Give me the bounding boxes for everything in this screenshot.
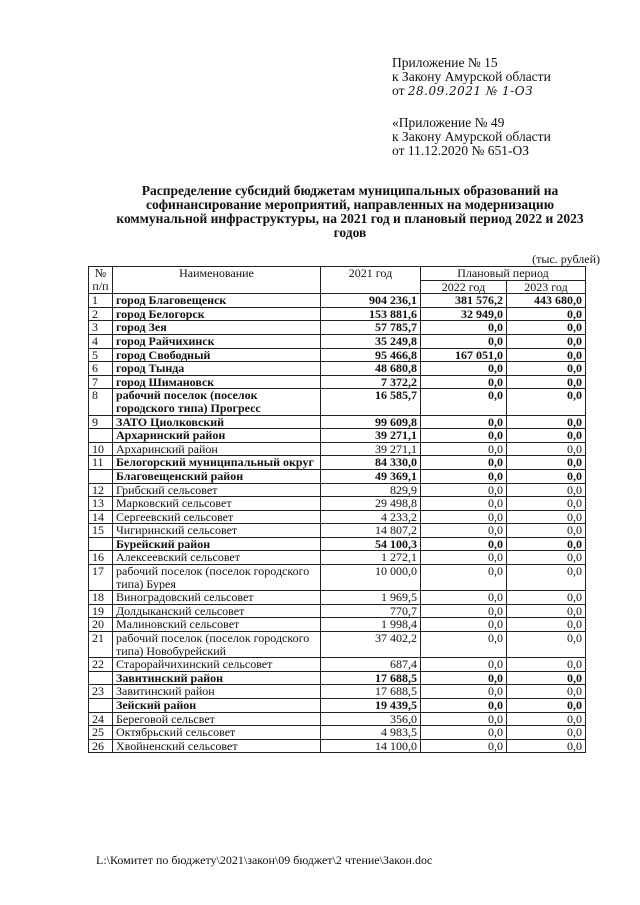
cell-2021: 84 330,0 — [321, 456, 421, 470]
cell-2021: 49 369,1 — [321, 469, 421, 483]
table-row — [89, 604, 586, 618]
appendix-old-block — [392, 116, 551, 158]
cell-2022: 32 949,0 — [421, 307, 507, 321]
handwritten-date-number: 28.09.2021 № 1-ОЗ — [407, 84, 534, 98]
appendix-old-line1: «Приложение № 49 — [392, 115, 505, 130]
table-row — [89, 334, 586, 348]
cell-num: 22 — [89, 658, 113, 672]
cell-2022: 0,0 — [421, 699, 507, 713]
table-row — [89, 565, 586, 591]
cell-num — [89, 671, 113, 685]
cell-2021: 356,0 — [321, 712, 421, 726]
table-row — [89, 456, 586, 470]
cell-2023: 0,0 — [507, 685, 586, 699]
cell-2021: 95 466,8 — [321, 348, 421, 362]
cell-2022: 0,0 — [421, 497, 507, 511]
appendix-old-line2: к Закону Амурской области — [392, 129, 551, 144]
cell-name: Малиновский сельсовет — [113, 618, 321, 632]
cell-name: Октябрьский сельсовет — [113, 726, 321, 740]
cell-name: город Благовещенск — [113, 294, 321, 308]
cell-2021: 4 233,2 — [321, 510, 421, 524]
appendix-old-line3: от 11.12.2020 № 651-ОЗ — [392, 143, 529, 158]
cell-2023: 0,0 — [507, 712, 586, 726]
cell-num — [89, 469, 113, 483]
cell-2023: 0,0 — [507, 658, 586, 672]
appendix-new-block — [392, 56, 551, 98]
cell-num: 15 — [89, 524, 113, 538]
table-row — [89, 524, 586, 538]
cell-name: ЗАТО Циолковский — [113, 415, 321, 429]
header-planned: Плановый период — [421, 267, 586, 281]
cell-2022: 167 051,0 — [421, 348, 507, 362]
table-row — [89, 591, 586, 605]
cell-num: 26 — [89, 739, 113, 753]
cell-2021: 54 100,3 — [321, 537, 421, 551]
cell-name: Чигиринский сельсовет — [113, 524, 321, 538]
cell-2023: 0,0 — [507, 591, 586, 605]
cell-name: город Шимановск — [113, 375, 321, 389]
cell-num: 14 — [89, 510, 113, 524]
cell-name: Хвойненский сельсовет — [113, 739, 321, 753]
cell-2021: 770,7 — [321, 604, 421, 618]
cell-2022: 0,0 — [421, 671, 507, 685]
cell-2022: 0,0 — [421, 565, 507, 591]
cell-2023: 0,0 — [507, 671, 586, 685]
cell-2023: 0,0 — [507, 307, 586, 321]
cell-num: 10 — [89, 442, 113, 456]
cell-2023: 0,0 — [507, 456, 586, 470]
cell-2022: 0,0 — [421, 375, 507, 389]
table-row — [89, 712, 586, 726]
cell-2023: 0,0 — [507, 497, 586, 511]
cell-name: Архаринский район — [113, 442, 321, 456]
cell-2022: 0,0 — [421, 632, 507, 658]
cell-2022: 0,0 — [421, 537, 507, 551]
cell-name: Зейский район — [113, 699, 321, 713]
cell-2021: 29 498,8 — [321, 497, 421, 511]
cell-2023: 0,0 — [507, 618, 586, 632]
cell-num: 4 — [89, 334, 113, 348]
table-row — [89, 658, 586, 672]
cell-2023: 443 680,0 — [507, 294, 586, 308]
cell-name: Виноградовский сельсовет — [113, 591, 321, 605]
cell-2021: 10 000,0 — [321, 565, 421, 591]
cell-2022: 0,0 — [421, 469, 507, 483]
cell-name: Грибский сельсовет — [113, 483, 321, 497]
cell-name: Завитинский район — [113, 671, 321, 685]
cell-num: 2 — [89, 307, 113, 321]
cell-2021: 14 100,0 — [321, 739, 421, 753]
cell-2021: 57 785,7 — [321, 321, 421, 335]
cell-2023: 0,0 — [507, 537, 586, 551]
cell-2021: 19 439,5 — [321, 699, 421, 713]
cell-num: 20 — [89, 618, 113, 632]
table-body — [89, 294, 586, 753]
cell-2021: 1 998,4 — [321, 618, 421, 632]
cell-num: 19 — [89, 604, 113, 618]
cell-num — [89, 429, 113, 443]
cell-2023: 0,0 — [507, 726, 586, 740]
cell-2023: 0,0 — [507, 442, 586, 456]
cell-num: 25 — [89, 726, 113, 740]
cell-2022: 0,0 — [421, 551, 507, 565]
cell-2021: 35 249,8 — [321, 334, 421, 348]
cell-name: Береговой сельсвет — [113, 712, 321, 726]
table-row — [89, 551, 586, 565]
table-row — [89, 442, 586, 456]
cell-2023: 0,0 — [507, 565, 586, 591]
table-row — [89, 632, 586, 658]
cell-name: Сергеевский сельсовет — [113, 510, 321, 524]
cell-2022: 381 576,2 — [421, 294, 507, 308]
cell-name: город Свободный — [113, 348, 321, 362]
cell-num: 7 — [89, 375, 113, 389]
cell-num: 1 — [89, 294, 113, 308]
appendix-new-line3 — [392, 84, 551, 98]
cell-num: 13 — [89, 497, 113, 511]
table-row — [89, 415, 586, 429]
cell-2023: 0,0 — [507, 415, 586, 429]
cell-2021: 39 271,1 — [321, 442, 421, 456]
cell-2023: 0,0 — [507, 604, 586, 618]
cell-name: Благовещенский район — [113, 469, 321, 483]
cell-2022: 0,0 — [421, 712, 507, 726]
table-row — [89, 483, 586, 497]
unit-label: (тыс. рублей) — [532, 252, 600, 266]
cell-num: 24 — [89, 712, 113, 726]
cell-2022: 0,0 — [421, 334, 507, 348]
cell-2021: 687,4 — [321, 658, 421, 672]
cell-2023: 0,0 — [507, 469, 586, 483]
table-row — [89, 294, 586, 308]
cell-2021: 17 688,5 — [321, 671, 421, 685]
cell-2022: 0,0 — [421, 321, 507, 335]
cell-num: 3 — [89, 321, 113, 335]
cell-num — [89, 537, 113, 551]
table-row — [89, 618, 586, 632]
cell-num: 11 — [89, 456, 113, 470]
cell-name: Завитинский район — [113, 685, 321, 699]
table-row — [89, 348, 586, 362]
cell-2023: 0,0 — [507, 389, 586, 415]
cell-2023: 0,0 — [507, 699, 586, 713]
cell-2021: 904 236,1 — [321, 294, 421, 308]
cell-name: город Зея — [113, 321, 321, 335]
cell-2021: 1 272,1 — [321, 551, 421, 565]
header-2022: 2022 год — [421, 280, 507, 294]
footer-file-path: L:\Комитет по бюджету\2021\закон\09 бюджет\2 чтение\Закон.doc — [96, 853, 433, 867]
cell-2022: 0,0 — [421, 591, 507, 605]
cell-2023: 0,0 — [507, 510, 586, 524]
table-row — [89, 321, 586, 335]
table-row — [89, 469, 586, 483]
cell-num: 17 — [89, 565, 113, 591]
table-row — [89, 685, 586, 699]
cell-2022: 0,0 — [421, 739, 507, 753]
cell-2022: 0,0 — [421, 726, 507, 740]
table-row — [89, 307, 586, 321]
cell-2023: 0,0 — [507, 348, 586, 362]
cell-name: рабочий поселок (поселок городского типа) Прогресс — [113, 389, 321, 415]
cell-num: 5 — [89, 348, 113, 362]
cell-2022: 0,0 — [421, 604, 507, 618]
cell-name: Белогорский муниципальный округ — [113, 456, 321, 470]
cell-num: 18 — [89, 591, 113, 605]
cell-num: 12 — [89, 483, 113, 497]
appendix-new-line1: Приложение № 15 — [392, 55, 498, 70]
table-row — [89, 671, 586, 685]
table-row — [89, 497, 586, 511]
header-2023: 2023 год — [507, 280, 586, 294]
cell-2022: 0,0 — [421, 510, 507, 524]
cell-name: Бурейский район — [113, 537, 321, 551]
cell-2021: 48 680,8 — [321, 362, 421, 376]
cell-name: Старорайчихинский сельсовет — [113, 658, 321, 672]
cell-2023: 0,0 — [507, 632, 586, 658]
header-num: № п/п — [89, 267, 113, 294]
cell-name: Архаринский район — [113, 429, 321, 443]
cell-2021: 7 372,2 — [321, 375, 421, 389]
cell-2021: 17 688,5 — [321, 685, 421, 699]
cell-num: 23 — [89, 685, 113, 699]
cell-2021: 14 807,2 — [321, 524, 421, 538]
cell-num: 6 — [89, 362, 113, 376]
cell-2022: 0,0 — [421, 658, 507, 672]
cell-2021: 99 609,8 — [321, 415, 421, 429]
table-row — [89, 739, 586, 753]
table-row — [89, 699, 586, 713]
appendix-new-line2: к Закону Амурской области — [392, 69, 551, 84]
cell-2022: 0,0 — [421, 456, 507, 470]
cell-name: рабочий поселок (поселок городского типа) Бурея — [113, 565, 321, 591]
cell-2022: 0,0 — [421, 524, 507, 538]
cell-num: 16 — [89, 551, 113, 565]
cell-2023: 0,0 — [507, 551, 586, 565]
cell-2022: 0,0 — [421, 442, 507, 456]
cell-2023: 0,0 — [507, 429, 586, 443]
cell-2023: 0,0 — [507, 321, 586, 335]
cell-2023: 0,0 — [507, 362, 586, 376]
table-row — [89, 537, 586, 551]
cell-name: город Райчихинск — [113, 334, 321, 348]
cell-2022: 0,0 — [421, 685, 507, 699]
table-row — [89, 510, 586, 524]
cell-name: Алексеевский сельсовет — [113, 551, 321, 565]
cell-2022: 0,0 — [421, 483, 507, 497]
appendix-new-date-prefix: от — [392, 83, 405, 98]
cell-name: город Тында — [113, 362, 321, 376]
table-row — [89, 362, 586, 376]
table-row — [89, 375, 586, 389]
header-2021: 2021 год — [321, 267, 421, 294]
cell-2021: 16 585,7 — [321, 389, 421, 415]
cell-num — [89, 699, 113, 713]
cell-name: город Белогорск — [113, 307, 321, 321]
subsidy-table — [88, 266, 586, 753]
cell-2021: 4 983,5 — [321, 726, 421, 740]
cell-2022: 0,0 — [421, 415, 507, 429]
table-row — [89, 429, 586, 443]
cell-2023: 0,0 — [507, 375, 586, 389]
cell-2021: 1 969,5 — [321, 591, 421, 605]
cell-num: 9 — [89, 415, 113, 429]
cell-2022: 0,0 — [421, 389, 507, 415]
cell-2022: 0,0 — [421, 362, 507, 376]
cell-2023: 0,0 — [507, 524, 586, 538]
table-row — [89, 726, 586, 740]
cell-2021: 153 881,6 — [321, 307, 421, 321]
header-name: Наименование — [113, 267, 321, 294]
cell-2023: 0,0 — [507, 483, 586, 497]
table-row — [89, 389, 586, 415]
cell-2021: 829,9 — [321, 483, 421, 497]
cell-2022: 0,0 — [421, 429, 507, 443]
cell-name: рабочий поселок (поселок городского типа) Новобурейский — [113, 632, 321, 658]
cell-name: Марковский сельсовет — [113, 497, 321, 511]
cell-num: 21 — [89, 632, 113, 658]
cell-name: Долдыканский сельсовет — [113, 604, 321, 618]
cell-2021: 39 271,1 — [321, 429, 421, 443]
cell-2022: 0,0 — [421, 618, 507, 632]
document-title: Распределение субсидий бюджетам муниципальных образований на софинансирование мероприятий, направленных на модернизацию коммунальной инфраструктуры, на 2021 год и плановый период 2022 и 2023 годов — [116, 183, 584, 240]
cell-2023: 0,0 — [507, 334, 586, 348]
cell-num: 8 — [89, 389, 113, 415]
cell-2023: 0,0 — [507, 739, 586, 753]
cell-2021: 37 402,2 — [321, 632, 421, 658]
